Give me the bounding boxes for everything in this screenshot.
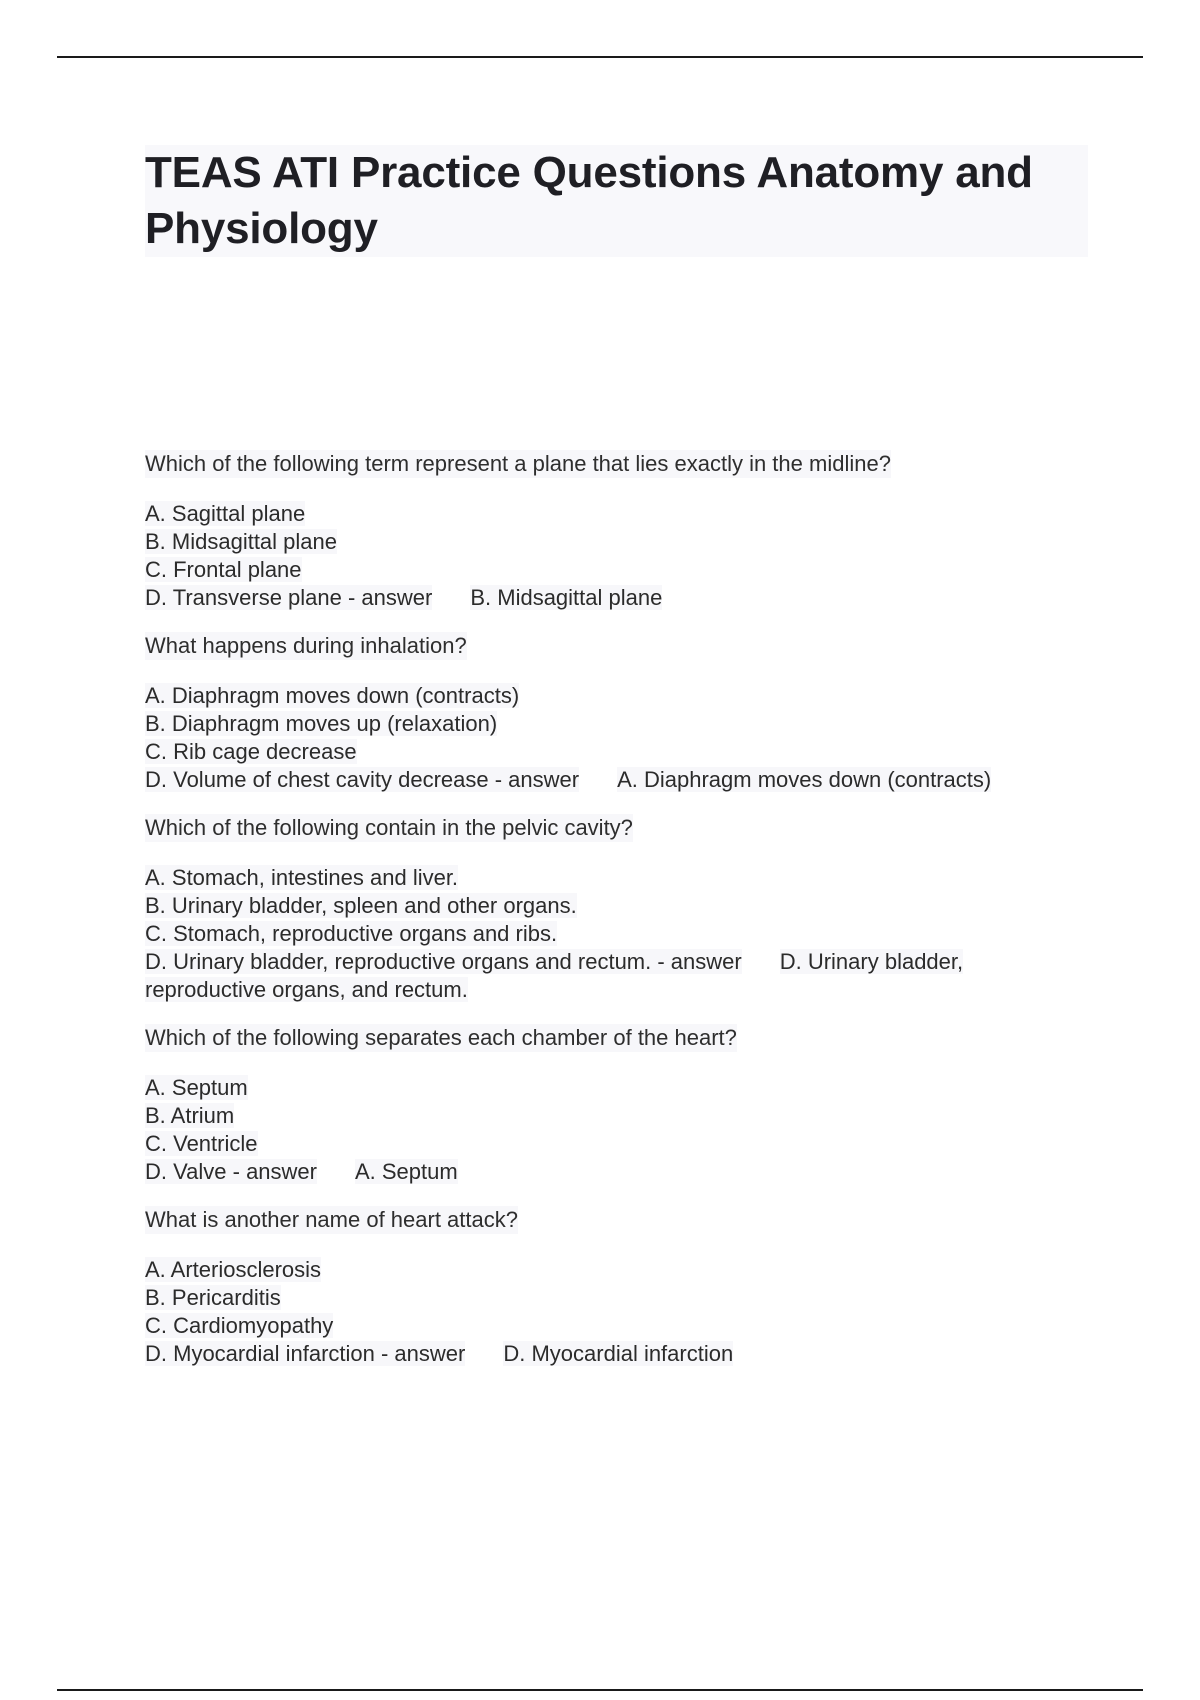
question-text: Which of the following term represent a plane that lies exactly in the midline? [145, 451, 891, 476]
top-rule [57, 56, 1143, 58]
option-b: B. Midsagittal plane [145, 529, 337, 554]
answer-text: D. Urinary bladder, reproductive organs, and rectum. [145, 949, 964, 1002]
option-a: A. Sagittal plane [145, 501, 306, 526]
option-a: A. Diaphragm moves down (contracts) [145, 683, 520, 708]
option-c: C. Stomach, reproductive organs and ribs. [145, 921, 558, 946]
option-d-with-answer [145, 1340, 1090, 1368]
title-block [145, 145, 1088, 257]
option-c: C. Rib cage decrease [145, 739, 357, 764]
option-d: D. Transverse plane - answer [145, 585, 433, 610]
option-a: A. Arteriosclerosis [145, 1257, 322, 1282]
answer-text: B. Midsagittal plane [470, 585, 663, 610]
question-text: What is another name of heart attack? [145, 1207, 518, 1232]
option-c: C. Frontal plane [145, 557, 302, 582]
option-d-with-answer [145, 766, 1090, 794]
option-b: B. Urinary bladder, spleen and other organs. [145, 893, 577, 918]
document-title: TEAS ATI Practice Questions Anatomy and Physiology [145, 148, 1033, 253]
option-d-with-answer [145, 584, 1090, 612]
option-a: A. Septum [145, 1075, 248, 1100]
question-item [145, 1024, 1090, 1186]
option-a: A. Stomach, intestines and liver. [145, 865, 459, 890]
option-list [145, 1256, 1090, 1368]
answer-text: A. Septum [354, 1159, 458, 1184]
option-list [145, 500, 1090, 612]
option-b: B. Pericarditis [145, 1285, 281, 1310]
question-item [145, 450, 1090, 612]
question-item [145, 1206, 1090, 1368]
answer-text: A. Diaphragm moves down (contracts) [617, 767, 992, 792]
option-d-with-answer [145, 948, 1090, 1004]
option-c: C. Cardiomyopathy [145, 1313, 334, 1338]
question-text: Which of the following contain in the pelvic cavity? [145, 815, 633, 840]
question-text: What happens during inhalation? [145, 633, 467, 658]
bottom-rule [57, 1689, 1143, 1691]
option-d: D. Myocardial infarction - answer [145, 1341, 466, 1366]
option-b: B. Diaphragm moves up (relaxation) [145, 711, 498, 736]
option-d: D. Valve - answer [145, 1159, 317, 1184]
question-item [145, 814, 1090, 1004]
question-list [145, 450, 1090, 1388]
option-d-with-answer [145, 1158, 1090, 1186]
option-list [145, 1074, 1090, 1186]
answer-text: D. Myocardial infarction [503, 1341, 734, 1366]
question-text: Which of the following separates each chamber of the heart? [145, 1025, 737, 1050]
option-c: C. Ventricle [145, 1131, 258, 1156]
option-list [145, 864, 1090, 1004]
option-list [145, 682, 1090, 794]
option-b: B. Atrium [145, 1103, 235, 1128]
option-d: D. Volume of chest cavity decrease - answer [145, 767, 580, 792]
option-d: D. Urinary bladder, reproductive organs and rectum. - answer [145, 949, 742, 974]
question-item [145, 632, 1090, 794]
